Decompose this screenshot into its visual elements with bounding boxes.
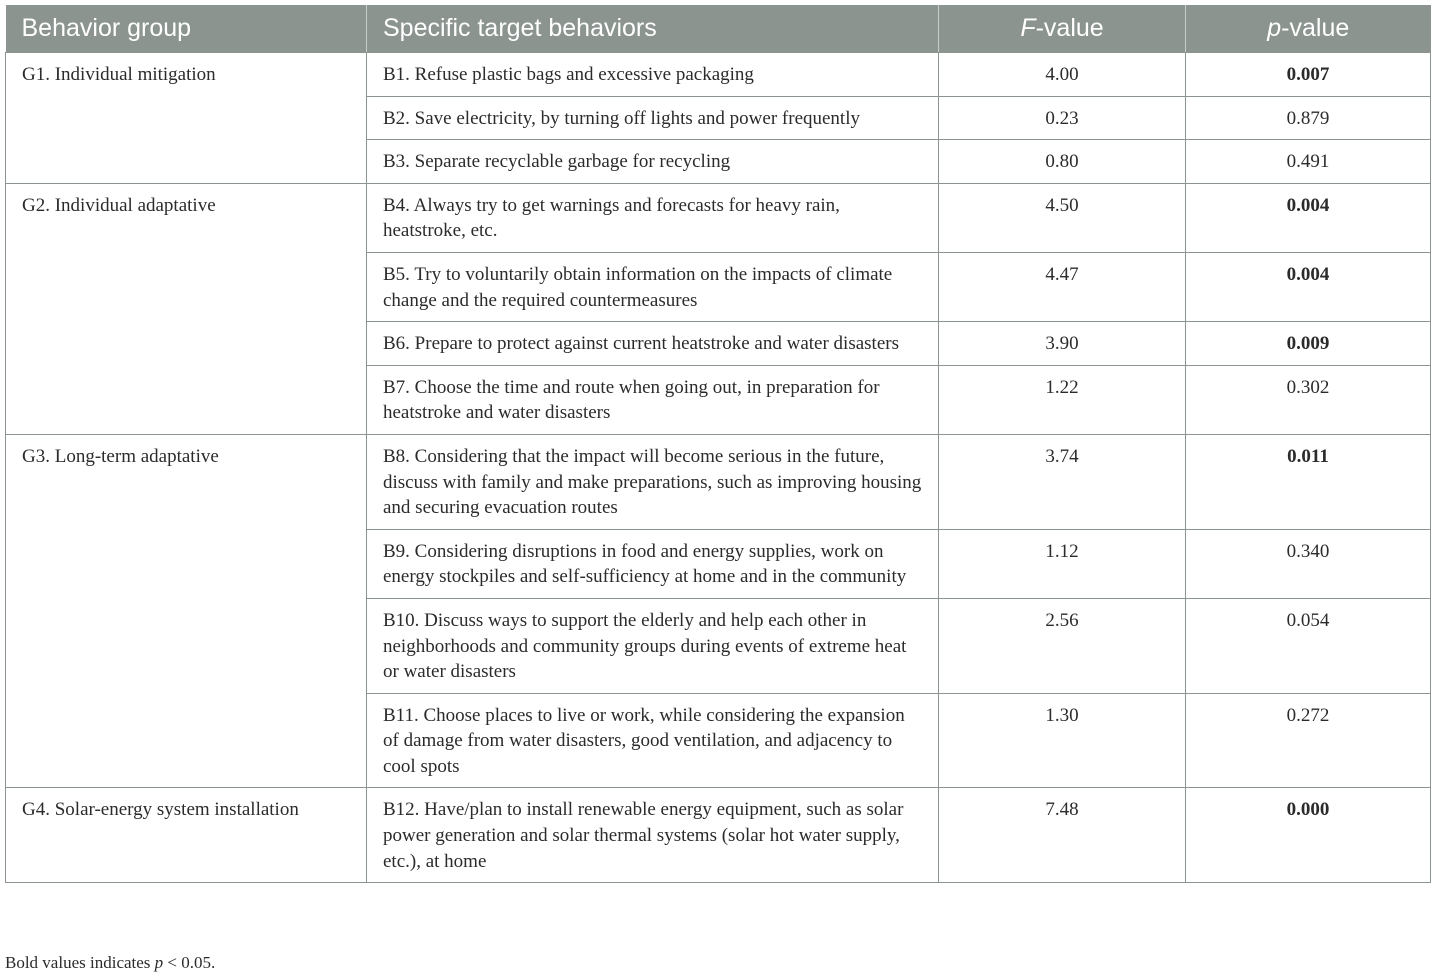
header-f-value [939,5,1186,53]
header-p-suffix: -value [1281,14,1350,42]
f-value-cell: 3.74 [939,434,1186,529]
footnote-suffix: < 0.05. [163,953,216,972]
p-value-cell: 0.054 [1186,598,1431,693]
behavior-cell: B1. Refuse plastic bags and excessive packaging [367,53,939,97]
behavior-cell: B8. Considering that the impact will become serious in the future, discuss with family and make preparations, such as improving housing and securing evacuation routes [367,434,939,529]
header-specific-behaviors: Specific target behaviors [367,5,939,53]
f-value-cell: 7.48 [939,788,1186,883]
p-value-cell: 0.009 [1186,322,1431,366]
p-value-cell: 0.491 [1186,140,1431,184]
f-value-cell: 1.12 [939,529,1186,598]
header-p-symbol: p [1267,14,1282,42]
f-value-cell: 1.22 [939,365,1186,434]
f-value-cell: 0.23 [939,96,1186,140]
footnote-prefix: Bold values indicates [5,953,155,972]
results-table [5,5,1431,883]
table-row [6,788,1431,883]
behavior-cell: B3. Separate recyclable garbage for recycling [367,140,939,184]
table-header-row [6,5,1431,53]
table-row [6,434,1431,529]
p-value-cell: 0.007 [1186,53,1431,97]
p-value-cell: 0.302 [1186,365,1431,434]
f-value-cell: 2.56 [939,598,1186,693]
behavior-group-cell: G1. Individual mitigation [6,53,367,184]
behavior-cell: B9. Considering disruptions in food and energy supplies, work on energy stockpiles and self-sufficiency at home and in the community [367,529,939,598]
behavior-cell: B6. Prepare to protect against current heatstroke and water disasters [367,322,939,366]
p-value-cell: 0.272 [1186,693,1431,788]
f-value-cell: 3.90 [939,322,1186,366]
behavior-group-cell: G4. Solar-energy system installation [6,788,367,883]
f-value-cell: 4.47 [939,252,1186,321]
behavior-cell: B2. Save electricity, by turning off lights and power frequently [367,96,939,140]
behavior-group-cell: G2. Individual adaptative [6,183,367,434]
p-value-cell: 0.340 [1186,529,1431,598]
behavior-cell: B7. Choose the time and route when going out, in preparation for heatstroke and water disasters [367,365,939,434]
table-body [6,53,1431,883]
behavior-cell: B10. Discuss ways to support the elderly and help each other in neighborhoods and community groups during events of extreme heat or water disasters [367,598,939,693]
header-p-value [1186,5,1431,53]
f-value-cell: 4.50 [939,183,1186,252]
p-value-cell: 0.011 [1186,434,1431,529]
footnote [5,953,215,973]
behavior-cell: B5. Try to voluntarily obtain information on the impacts of climate change and the required countermeasures [367,252,939,321]
footnote-symbol: p [154,953,164,972]
p-value-cell: 0.000 [1186,788,1431,883]
header-f-symbol: F [1020,14,1036,42]
behavior-cell: B4. Always try to get warnings and forecasts for heavy rain, heatstroke, etc. [367,183,939,252]
behavior-cell: B11. Choose places to live or work, while considering the expansion of damage from water disasters, good ventilation, and adjacency to cool spots [367,693,939,788]
p-value-cell: 0.879 [1186,96,1431,140]
table-row [6,53,1431,97]
behavior-cell: B12. Have/plan to install renewable energy equipment, such as solar power generation and solar thermal systems (solar hot water supply, etc.), at home [367,788,939,883]
p-value-cell: 0.004 [1186,183,1431,252]
header-behavior-group: Behavior group [6,5,367,53]
f-value-cell: 1.30 [939,693,1186,788]
header-f-suffix: -value [1035,14,1104,42]
f-value-cell: 4.00 [939,53,1186,97]
behavior-group-cell: G3. Long-term adaptative [6,434,367,788]
table-row [6,183,1431,252]
p-value-cell: 0.004 [1186,252,1431,321]
f-value-cell: 0.80 [939,140,1186,184]
